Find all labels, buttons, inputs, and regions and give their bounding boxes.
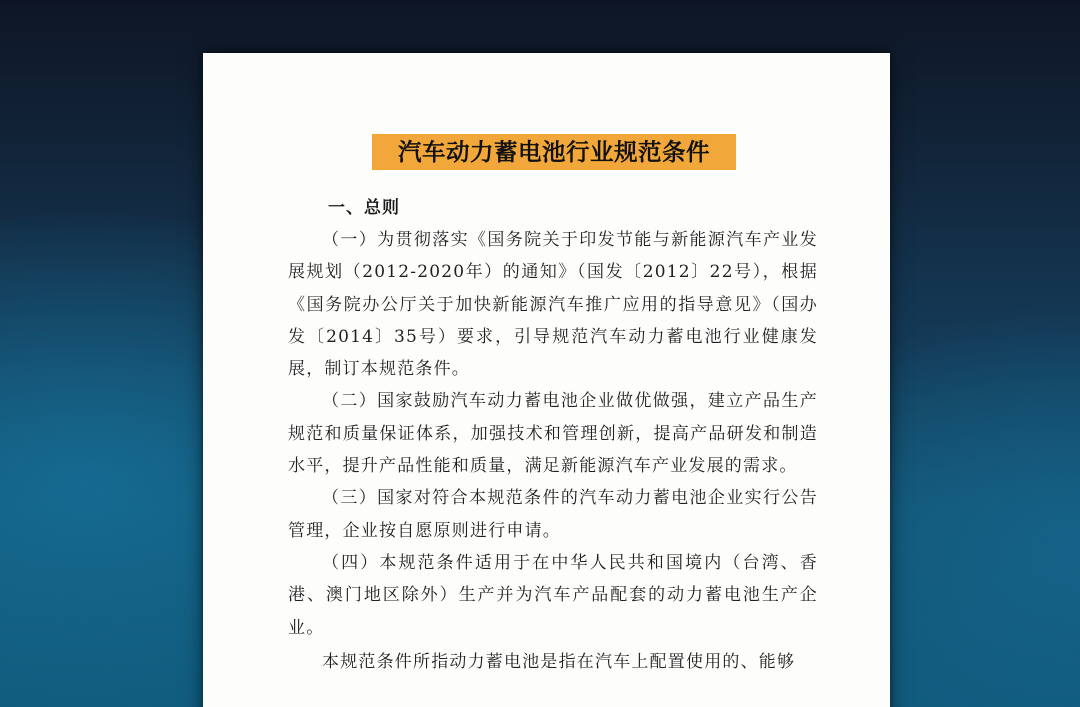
paragraph-5: 本规范条件所指动力蓄电池是指在汽车上配置使用的、能够 — [322, 651, 796, 672]
paragraph-4: （四）本规范条件适用于在中华人民共和国境内（台湾、香港、澳门地区除外）生产并为汽车产品配套的动力蓄电池生产企业。 — [288, 552, 818, 638]
document-body — [288, 224, 818, 678]
section-heading: 一、总则 — [328, 198, 400, 218]
paragraph-3: （三）国家对符合本规范条件的汽车动力蓄电池企业实行公告管理，企业按自愿原则进行申请。 — [288, 488, 818, 541]
document-title: 汽车动力蓄电池行业规范条件 — [372, 134, 736, 170]
paragraph-2: （二）国家鼓励汽车动力蓄电池企业做优做强，建立产品生产规范和质量保证体系，加强技术和管理创新，提高产品研发和制造水平，提升产品性能和质量，满足新能源汽车产业发展的需求。 — [288, 391, 818, 477]
paragraph-1: （一）为贯彻落实《国务院关于印发节能与新能源汽车产业发展规划（2012-2020年）的通知》（国发〔2012〕22号），根据《国务院办公厅关于加快新能源汽车推广应用的指导意见》（国办发〔2014〕35号）要求，引导规范汽车动力蓄电池行业健康发展，制订本规范条件。 — [288, 230, 818, 380]
document-page — [203, 53, 890, 707]
